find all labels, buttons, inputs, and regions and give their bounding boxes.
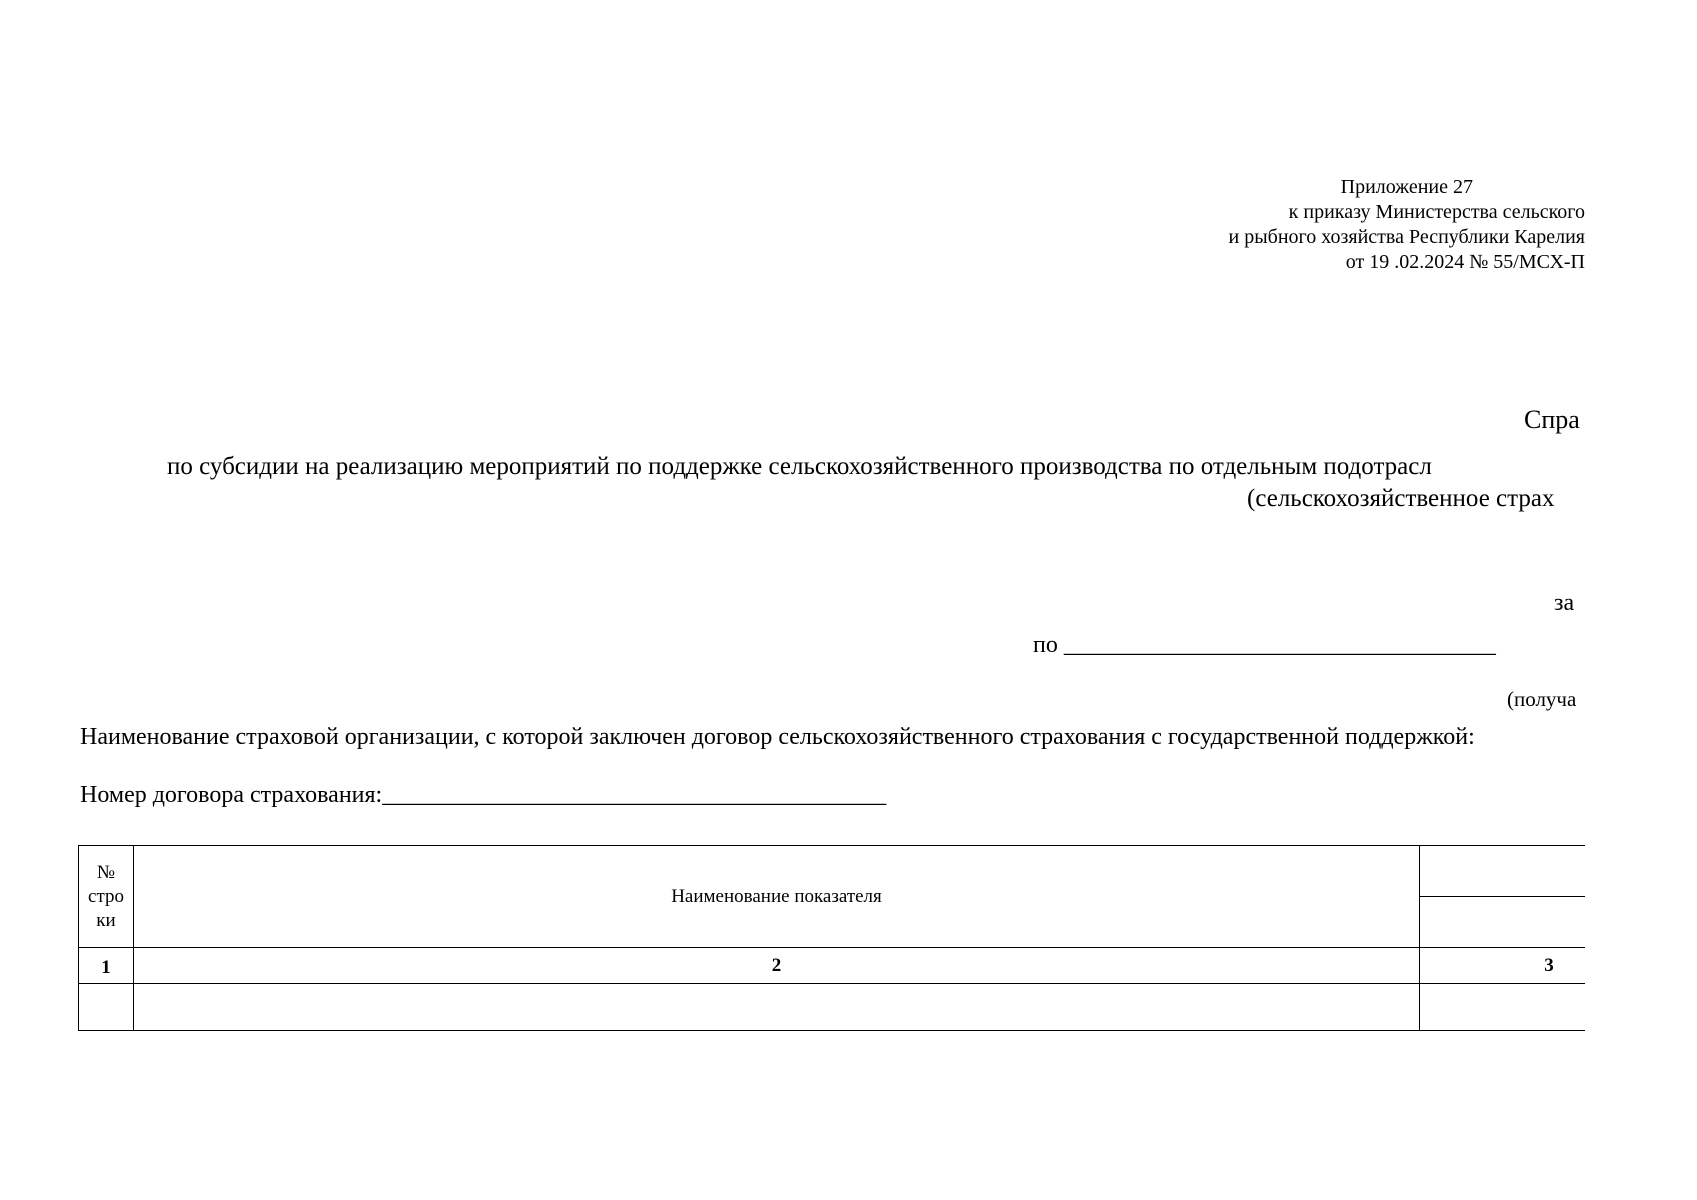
document-subtitle-line-2: (сельскохозяйственное страх [1247,485,1555,512]
appendix-line-3: от 19 .02.2024 № 55/МСХ-П [1345,251,1585,273]
recipient-line: по ____________________________________ [1033,632,1496,658]
indicators-table [78,845,1585,1031]
header-col-3-top [1420,846,1586,897]
insurer-label: Наименование страховой организации, с которой заключен договор сельскохозяйственного страхования с государственной поддержкой: [80,724,1475,750]
appendix-line-1: к приказу Министерства сельского [1288,201,1585,223]
header-num-line-2: стро [88,885,124,907]
recipient-caption: (получа [1507,687,1577,711]
document-subtitle-line-1: по субсидии на реализацию мероприятий по поддержке сельскохозяйственного производства по отдельным подотрасл [167,453,1432,480]
col-index-1: 1 [79,948,134,984]
col-index-3: 3 [1420,948,1586,984]
appendix-line-2: и рыбного хозяйства Республики Карелия [1228,226,1585,248]
appendix-title: Приложение 27 [1340,176,1473,198]
table-cell [79,984,134,1031]
appendix-block [985,175,1585,275]
header-num-line-3: ки [96,909,116,931]
header-num-line-1: № [96,861,116,883]
header-indicator-name: Наименование показателя [134,846,1420,948]
header-row-number [79,846,134,948]
table-row [79,984,1586,1031]
contract-number-label: Номер договора страхования:__________________________________________ [80,782,887,808]
period-label: за [1554,590,1575,616]
table-index-row [79,948,1586,984]
table-header-row [79,846,1586,897]
header-col-3-bottom [1420,897,1586,948]
table-cell [134,984,1420,1031]
col-index-2: 2 [134,948,1420,984]
document-title: Спра [1524,405,1580,434]
table-cell [1420,984,1586,1031]
